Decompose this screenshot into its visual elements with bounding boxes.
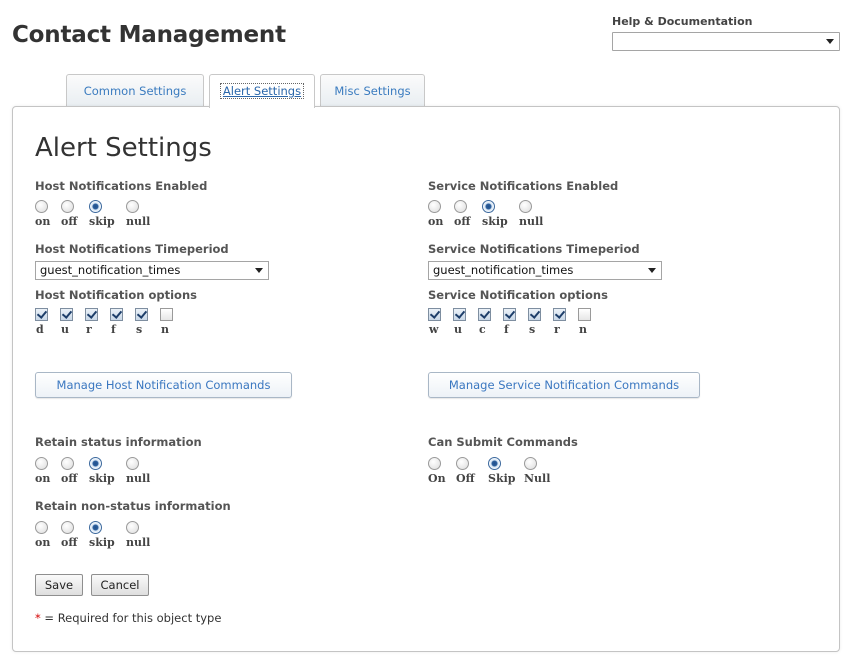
help-label: Help & Documentation (612, 15, 753, 28)
cancel-button[interactable]: Cancel (91, 574, 149, 596)
checkbox[interactable] (528, 308, 541, 321)
service-options-checkboxes (428, 308, 608, 338)
checkbox[interactable] (85, 308, 98, 321)
service-notifications-enabled-label: Service Notifications Enabled (428, 179, 619, 193)
radio-button-selected[interactable] (482, 200, 495, 213)
service-timeperiod-select[interactable] (428, 261, 662, 280)
host-notifications-enabled-label: Host Notifications Enabled (35, 179, 208, 193)
radio-button-selected[interactable] (488, 457, 501, 470)
manage-host-notification-commands-button[interactable]: Manage Host Notification Commands (35, 372, 292, 398)
checkbox-service-n[interactable]: n (578, 308, 598, 336)
checkbox-service-f[interactable]: f (503, 308, 523, 336)
radio-button-selected[interactable] (89, 521, 102, 534)
checkbox-host-n[interactable]: n (160, 308, 180, 336)
tab-label: Misc Settings (334, 84, 411, 98)
page-title: Contact Management (12, 22, 286, 48)
radio-button[interactable] (456, 457, 469, 470)
radio-button[interactable] (35, 200, 48, 213)
checkbox[interactable] (453, 308, 466, 321)
chevron-down-icon (648, 268, 656, 273)
retain-nonstatus-radios (35, 521, 175, 551)
radio-button[interactable] (61, 457, 74, 470)
radio-button[interactable] (35, 521, 48, 534)
checkbox-service-r[interactable]: r (553, 308, 573, 336)
radio-service-on[interactable]: on (428, 200, 458, 228)
radio-host-skip[interactable]: skip (89, 200, 119, 228)
select-value: guest_notification_times (433, 263, 574, 277)
radio-retain-nonstatus-skip[interactable]: skip (89, 521, 119, 549)
radio-button[interactable] (454, 200, 467, 213)
checkbox[interactable] (135, 308, 148, 321)
chevron-down-icon (255, 268, 263, 273)
checkbox[interactable] (578, 308, 591, 321)
tab-alert-settings[interactable] (209, 74, 315, 108)
radio-service-skip[interactable]: skip (482, 200, 512, 228)
checkbox-host-u[interactable]: u (60, 308, 80, 336)
radio-retain-nonstatus-on[interactable]: on (35, 521, 65, 549)
checkbox-host-s[interactable]: s (135, 308, 155, 336)
checkbox-service-s[interactable]: s (528, 308, 548, 336)
radio-retain-nonstatus-off[interactable]: off (61, 521, 91, 549)
service-timeperiod-label: Service Notifications Timeperiod (428, 242, 640, 256)
radio-can-submit-on[interactable]: On (428, 457, 458, 485)
radio-can-submit-null[interactable]: Null (524, 457, 554, 485)
radio-button[interactable] (126, 200, 139, 213)
radio-button-selected[interactable] (89, 457, 102, 470)
checkbox[interactable] (553, 308, 566, 321)
checkbox[interactable] (478, 308, 491, 321)
checkbox-service-u[interactable]: u (453, 308, 473, 336)
checkbox-host-d[interactable]: d (35, 308, 55, 336)
radio-button[interactable] (126, 457, 139, 470)
checkbox[interactable] (60, 308, 73, 321)
host-timeperiod-select[interactable] (35, 261, 269, 280)
manage-service-notification-commands-button[interactable]: Manage Service Notification Commands (428, 372, 700, 398)
checkbox-service-w[interactable]: w (428, 308, 448, 336)
radio-service-null[interactable]: null (519, 200, 549, 228)
radio-host-on[interactable]: on (35, 200, 65, 228)
radio-button[interactable] (524, 457, 537, 470)
radio-button[interactable] (428, 200, 441, 213)
panel-title: Alert Settings (35, 133, 212, 163)
radio-host-null[interactable]: null (126, 200, 156, 228)
radio-service-off[interactable]: off (454, 200, 484, 228)
radio-can-submit-skip[interactable]: Skip (488, 457, 518, 485)
checkbox[interactable] (428, 308, 441, 321)
checkbox-host-f[interactable]: f (110, 308, 130, 336)
host-notifications-enabled-radios (35, 200, 175, 230)
retain-nonstatus-label: Retain non-status information (35, 499, 231, 513)
checkbox-service-c[interactable]: c (478, 308, 498, 336)
can-submit-commands-label: Can Submit Commands (428, 435, 578, 449)
radio-button[interactable] (61, 200, 74, 213)
save-button[interactable]: Save (35, 574, 83, 596)
service-options-label: Service Notification options (428, 288, 608, 302)
checkbox[interactable] (35, 308, 48, 321)
radio-retain-status-off[interactable]: off (61, 457, 91, 485)
required-star: * (35, 611, 41, 625)
tab-label: Alert Settings (220, 83, 304, 99)
radio-retain-status-on[interactable]: on (35, 457, 65, 485)
radio-button[interactable] (61, 521, 74, 534)
tab-common-settings[interactable] (66, 74, 204, 106)
radio-button[interactable] (428, 457, 441, 470)
retain-status-radios (35, 457, 175, 487)
help-documentation-select[interactable] (612, 32, 840, 51)
radio-button-selected[interactable] (89, 200, 102, 213)
chevron-down-icon (826, 39, 834, 44)
alert-settings-panel (12, 106, 840, 652)
radio-can-submit-off[interactable]: Off (456, 457, 486, 485)
radio-button[interactable] (519, 200, 532, 213)
required-note-text: = Required for this object type (44, 611, 222, 625)
radio-button[interactable] (126, 521, 139, 534)
radio-retain-nonstatus-null[interactable]: null (126, 521, 156, 549)
host-timeperiod-label: Host Notifications Timeperiod (35, 242, 229, 256)
can-submit-commands-radios (428, 457, 588, 487)
radio-host-off[interactable]: off (61, 200, 91, 228)
required-note (35, 611, 221, 625)
checkbox[interactable] (160, 308, 173, 321)
checkbox-host-r[interactable]: r (85, 308, 105, 336)
checkbox[interactable] (110, 308, 123, 321)
service-notifications-enabled-radios (428, 200, 568, 230)
radio-retain-status-skip[interactable]: skip (89, 457, 119, 485)
tab-label: Common Settings (83, 84, 187, 98)
retain-status-label: Retain status information (35, 435, 202, 449)
radio-button[interactable] (35, 457, 48, 470)
checkbox[interactable] (503, 308, 516, 321)
select-value: guest_notification_times (40, 263, 181, 277)
radio-retain-status-null[interactable]: null (126, 457, 156, 485)
host-options-checkboxes (35, 308, 195, 338)
host-options-label: Host Notification options (35, 288, 197, 302)
tab-misc-settings[interactable] (320, 74, 425, 106)
